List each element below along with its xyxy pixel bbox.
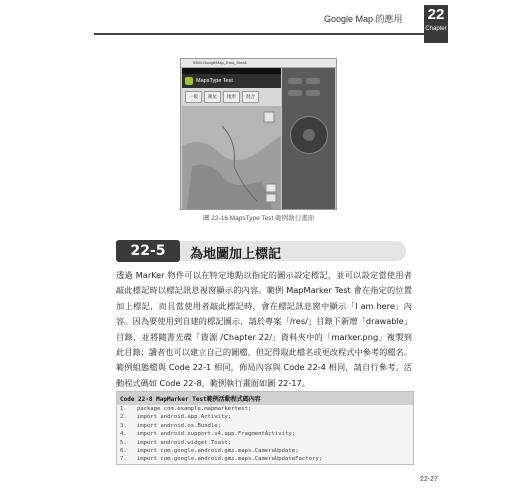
emulator-window-title: 5554:GoogleMap_Emu_Small (181, 59, 336, 68)
map-type-button-terrain[interactable]: 地形 (223, 91, 240, 103)
code-listing (116, 391, 414, 465)
dpad-control[interactable] (290, 116, 328, 154)
map-type-buttons (182, 88, 281, 106)
app-action-bar (182, 74, 281, 88)
android-logo-icon (185, 77, 193, 85)
body-paragraph: 透過 MarKer 物件可以在特定地點以指定的圖示設定標記，並可以設定當使用者敲此標記時以標記訊息視窗顯示的內容。範例 MapMarker Test 會在指定的位置加上標記，而且當使用者敲此標記時，會在標記訊息窗中顯示「I am here」內容。因為要使用到自建的標記圖示，請於專案「/res/」目錄下新增「drawable」目錄，並將隨書光碟「資源 /Chapter 22/」資料夾中的「marker.png」複製到此目錄；讀者也可以建立自己的圖檔，但記得取此檔名或更改程式中參考的檔名。範例組態檔與 Code 22-1 相同，佈局內容與 Code 22-4 相同，請自行參考。活動程式碼如 Code 22-8，範例執行畫面如圖 22-17。 (116, 270, 412, 388)
chapter-label: Chapter (425, 26, 447, 32)
code-line: 2. import android.app.Activity; (120, 414, 232, 421)
map-type-button-hybrid[interactable]: 混合 (242, 91, 259, 103)
section-number: 22-5 (116, 240, 180, 262)
chapter-badge (424, 5, 448, 43)
map-type-button-satellite[interactable]: 衛星 (204, 91, 221, 103)
code-line: 6. import com.google.android.gms.maps.CameraUpdate; (120, 448, 299, 455)
emulator-control-button[interactable] (288, 78, 302, 84)
app-title: MapsType Test (196, 78, 233, 84)
map-type-button-normal[interactable]: 一般 (185, 91, 202, 103)
terrain-map-view[interactable] (182, 106, 281, 209)
code-line: 4. import android.support.v4.app.FragmentActivity; (120, 431, 296, 438)
emulator-control-button[interactable] (306, 78, 320, 84)
emulator-controls-panel (282, 68, 335, 209)
emulator-control-button[interactable] (288, 90, 302, 96)
terrain-map-graphic (182, 106, 281, 209)
figure-caption: 圖 22-16 MapsType Test 範例執行畫面 (203, 215, 315, 222)
emulator-screen (182, 68, 281, 209)
code-line: 5. import android.widget.Toast; (120, 439, 232, 446)
header-rule (94, 33, 424, 35)
code-line: 7. import com.google.android.gms.maps.CameraUpdateFactory; (120, 456, 323, 463)
section-title: 為地圖加上標記 (190, 247, 282, 262)
code-line: 1. package com.example.mapmarkertest; (120, 406, 252, 412)
page-number: 22-27 (420, 476, 438, 483)
emulator-control-button[interactable] (306, 90, 320, 96)
running-header-title: Google Map 的應用 (324, 14, 403, 24)
screenshot-figure (180, 58, 337, 210)
chapter-number: 22 (427, 6, 445, 23)
code-listing-header: Code 22-8 MapMarker Test範例活動程式碼內容 (117, 392, 413, 405)
dpad-center-button[interactable] (303, 129, 315, 141)
code-line: 3. import android.os.Bundle; (120, 422, 222, 429)
